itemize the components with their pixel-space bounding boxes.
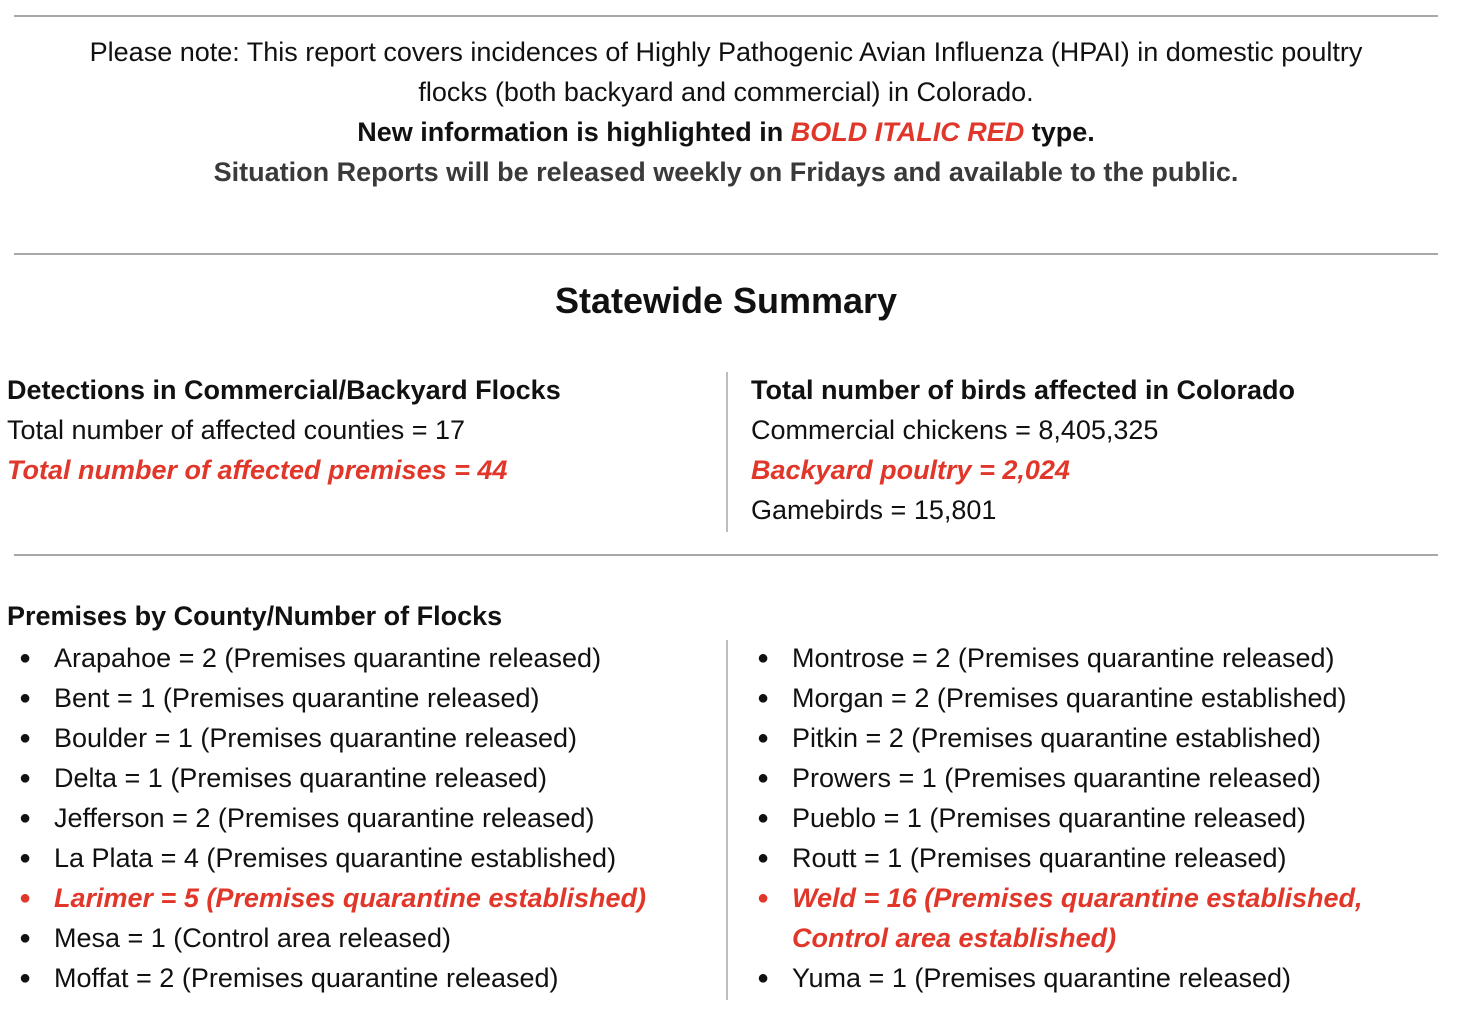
detections-panel [7,370,561,490]
notice-line-3 [14,112,1438,152]
report-notice [14,32,1438,192]
county-list-right [745,638,1362,998]
list-item: ● Pueblo = 1 (Premises quarantine released) [745,798,1362,838]
notice-line-2: flocks (both backyard and commercial) in Colorado. [418,77,1034,107]
summary-title: Statewide Summary [554,280,898,321]
notice-highlight-sample: BOLD ITALIC RED [790,117,1025,147]
summary-column-divider [726,372,728,532]
premises-divider [14,554,1438,556]
list-item: ● Jefferson = 2 (Premises quarantine released) [7,798,646,838]
county-list-left [7,638,646,998]
notice-line-3-pre: New information is highlighted in [357,117,791,147]
list-item: ● Mesa = 1 (Control area released) [7,918,646,958]
summary-divider [14,253,1438,255]
list-item: ● Boulder = 1 (Premises quarantine released) [7,718,646,758]
affected-counties: Total number of affected counties = 17 [7,415,466,445]
list-item: ● Prowers = 1 (Premises quarantine released) [745,758,1362,798]
list-item: ● Yuma = 1 (Premises quarantine released) [745,958,1362,998]
list-item: ● Delta = 1 (Premises quarantine released) [7,758,646,798]
commercial-chickens: Commercial chickens = 8,405,325 [751,415,1159,445]
notice-line-4: Situation Reports will be released weekly on Fridays and available to the public. [213,157,1239,187]
list-column-divider [726,640,728,1000]
list-item: ● Pitkin = 2 (Premises quarantine established) [745,718,1362,758]
weld-line-2: Control area established) [792,923,1117,953]
list-item: ● Moffat = 2 (Premises quarantine released) [7,958,646,998]
affected-premises: Total number of affected premises = 44 [7,455,508,485]
list-item: ● Morgan = 2 (Premises quarantine established) [745,678,1362,718]
list-item: ● Montrose = 2 (Premises quarantine released) [745,638,1362,678]
weld-line-1: Weld = 16 (Premises quarantine established, [792,883,1363,913]
list-item-new: ● Larimer = 5 (Premises quarantine established) [7,878,646,918]
top-divider [14,15,1438,17]
list-item: ● Bent = 1 (Premises quarantine released) [7,678,646,718]
backyard-poultry: Backyard poultry = 2,024 [751,455,1070,485]
notice-line-1: Please note: This report covers incidences of Highly Pathogenic Avian Influenza (HPAI) in domestic poultry [89,37,1363,67]
premises-heading: Premises by County/Number of Flocks [7,601,503,631]
list-item-new [745,878,1362,958]
notice-line-3-post: type. [1024,117,1095,147]
list-item: ● Arapahoe = 2 (Premises quarantine released) [7,638,646,678]
birds-panel [751,370,1295,530]
birds-heading: Total number of birds affected in Colorado [751,375,1296,405]
detections-heading: Detections in Commercial/Backyard Flocks [7,375,561,405]
list-item: ● La Plata = 4 (Premises quarantine established) [7,838,646,878]
list-item: ● Routt = 1 (Premises quarantine released) [745,838,1362,878]
gamebirds: Gamebirds = 15,801 [751,495,997,525]
